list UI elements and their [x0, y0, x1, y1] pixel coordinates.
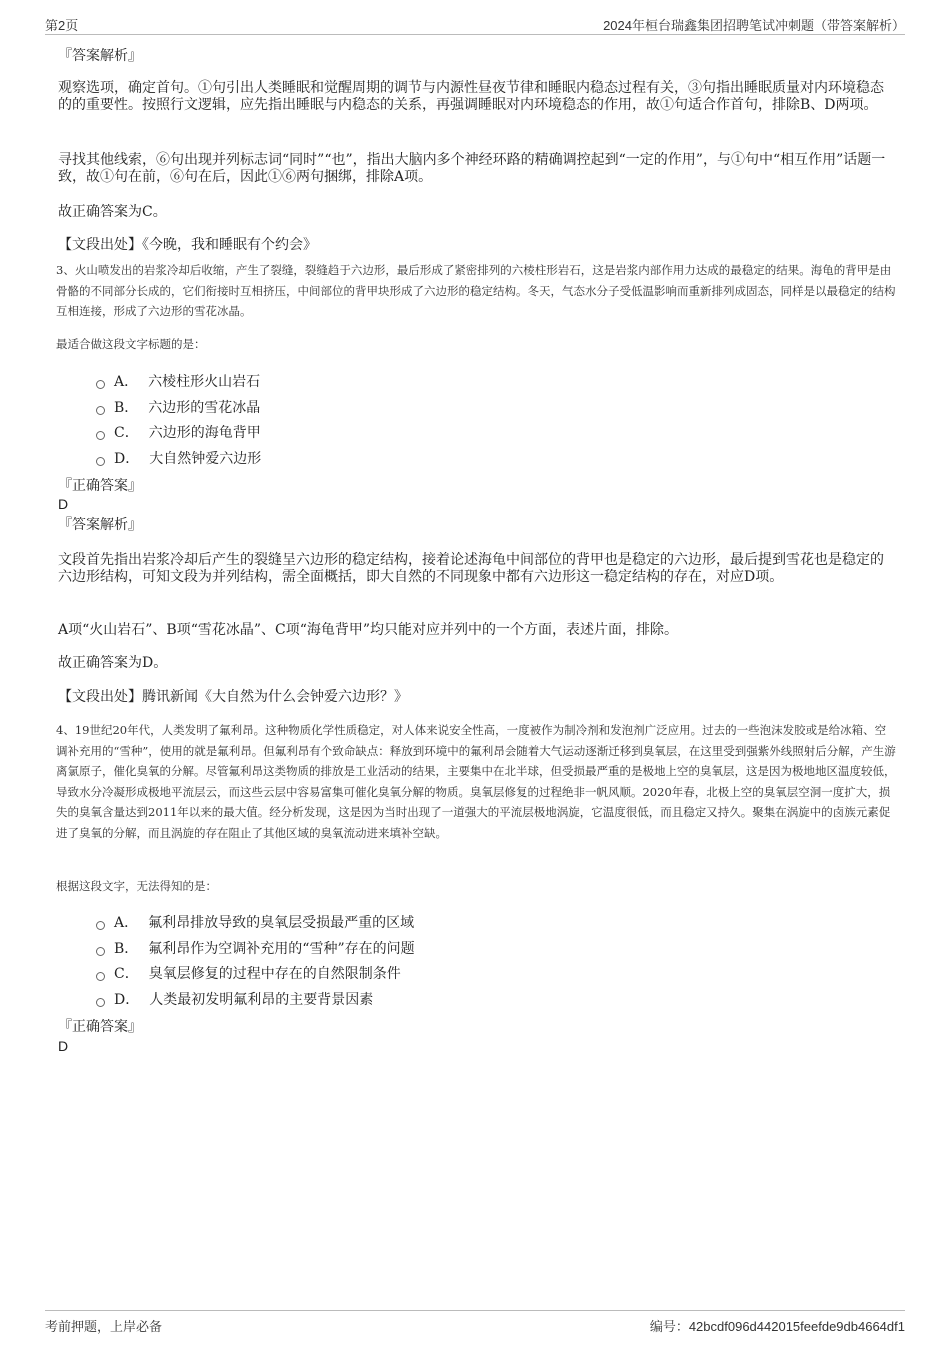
- q2-analysis-label: 『答案解析』: [58, 48, 142, 64]
- q3-option-c[interactable]: C． 六边形的海龟背甲: [96, 422, 261, 442]
- q3-answer-label: 『正确答案』: [58, 478, 142, 494]
- page-footer: [45, 1310, 905, 1335]
- radio-icon[interactable]: [96, 457, 105, 466]
- footer-serial: 编号：42bcdf096d442015feefde9db4664df1: [649, 1319, 905, 1334]
- q2-analysis-paragraph-1: 观察选项，确定首句。①句引出人类睡眠和觉醒周期的调节与内源性昼夜节律和睡眠内稳态过程有关，③句指出睡眠质量对内环境稳态的的重要性。按照行文逻辑，应先指出睡眠与内稳态的关系，再强调睡眠对内环境稳态的作用，故①句适合作首句，排除B、D两项。: [58, 80, 884, 113]
- q3-analysis-label: 『答案解析』: [58, 517, 142, 533]
- q3-option-d[interactable]: D． 大自然钟爱六边形: [96, 448, 261, 468]
- q4-prompt: 根据这段文字，无法得知的是：: [56, 879, 217, 893]
- q3-stem: 3、火山喷发出的岩浆冷却后收缩，产生了裂缝，裂缝趋于六边形，最后形成了紧密排列的六棱柱形岩石，这是岩浆内部作用力达成的最稳定的结果。海龟的背甲是由骨骼的不同部分长成的，它们衔接时互相挤压，中间部位的背甲块形成了六边形的稳定结构。冬天，气态水分子受低温影响而重新排列成固态，同样是以最稳定的结构互相连接，形成了六边形的雪花冰晶。: [56, 263, 896, 318]
- q2-source: 【文段出处】《今晚，我和睡眠有个约会》: [58, 237, 317, 253]
- radio-icon[interactable]: [96, 406, 105, 415]
- radio-icon[interactable]: [96, 921, 105, 930]
- footer-slogan: 考前押题，上岸必备: [45, 1319, 163, 1334]
- radio-icon[interactable]: [96, 431, 105, 440]
- q4-stem: 4、19世纪20年代，人类发明了氟利昂。这种物质化学性质稳定，对人体来说安全性高，一度被作为制冷剂和发泡剂广泛应用。过去的一些泡沫发胶或是给冰箱、空调补充用的“雪种”，使用的就是氟利昂。但氟利昂有个致命缺点：释放到环境中的氟利昂会随着大气运动逐渐迁移到臭氧层，在这里受到强紫外线照射后分解，产生游离氯原子，催化臭氧的分解。尽管氟利昂这类物质的排放是工业活动的结果，主要集中在北半球，但受损最严重的是极地上空的臭氧层，这是因为极地地区温度较低，导致水分冷凝形成极地平流层云，而这些云层中容易富集可催化臭氧分解的物质。臭氧层修复的过程绝非一帆风顺。2020年春，北极上空的臭氧层空洞一度扩大，损失的臭氧含量达到2011年以来的最大值。经分析发现，这是因为当时出现了一道强大的平流层极地涡旋，它温度很低，而且稳定又持久。聚集在涡旋中的卤族元素促进了臭氧的分解，而且涡旋的存在阻止了其他区域的臭氧流动进来填补空缺。: [56, 723, 896, 840]
- radio-icon[interactable]: [96, 972, 105, 981]
- q4-option-b[interactable]: B． 氟利昂作为空调补充用的“雪种”存在的问题: [96, 938, 415, 958]
- q3-analysis-paragraph-2: A项“火山岩石”、B项“雪花冰晶”、C项“海龟背甲”均只能对应并列中的一个方面，表述片面，排除。: [58, 622, 679, 638]
- q2-analysis-paragraph-2: 寻找其他线索，⑥句出现并列标志词“同时”“也”，指出大脑内多个神经环路的精确调控起到“一定的作用”，与①句中“相互作用”话题一致，故①句在前，⑥句在后，因此①⑥两句捆绑，排除A项。: [58, 152, 886, 185]
- q3-analysis-paragraph-1: 文段首先指出岩浆冷却后产生的裂缝呈六边形的稳定结构，接着论述海龟中间部位的背甲也是稳定的六边形，最后提到雪花也是稳定的六边形结构，可知文段为并列结构，需全面概括，即大自然的不同现象中都有六边形这一稳定结构的存在，对应D项。: [58, 552, 884, 585]
- q4-option-c[interactable]: C． 臭氧层修复的过程中存在的自然限制条件: [96, 963, 401, 983]
- q4-option-d[interactable]: D． 人类最初发明氟利昂的主要背景因素: [96, 989, 373, 1009]
- q3-prompt: 最适合做这段文字标题的是：: [56, 337, 206, 351]
- radio-icon[interactable]: [96, 380, 105, 389]
- q3-option-b[interactable]: B． 六边形的雪花冰晶: [96, 397, 260, 417]
- q3-answer: D: [58, 496, 69, 512]
- radio-icon[interactable]: [96, 998, 105, 1007]
- q2-conclusion: 故正确答案为C。: [58, 204, 167, 220]
- q4-option-a[interactable]: A． 氟利昂排放导致的臭氧层受损最严重的区域: [96, 912, 414, 932]
- q3-source: 【文段出处】腾讯新闻《大自然为什么会钟爱六边形？》: [58, 689, 408, 705]
- q3-option-a[interactable]: A． 六棱柱形火山岩石: [96, 371, 260, 391]
- q4-answer-label: 『正确答案』: [58, 1019, 142, 1035]
- document-title: 2024年桓台瑞鑫集团招聘笔试冲刺题（带答案解析）: [603, 18, 905, 33]
- page-header: [45, 14, 905, 35]
- q3-conclusion: 故正确答案为D。: [58, 655, 168, 671]
- page-number: 第2页: [45, 18, 79, 33]
- q4-answer: D: [58, 1038, 69, 1054]
- radio-icon[interactable]: [96, 947, 105, 956]
